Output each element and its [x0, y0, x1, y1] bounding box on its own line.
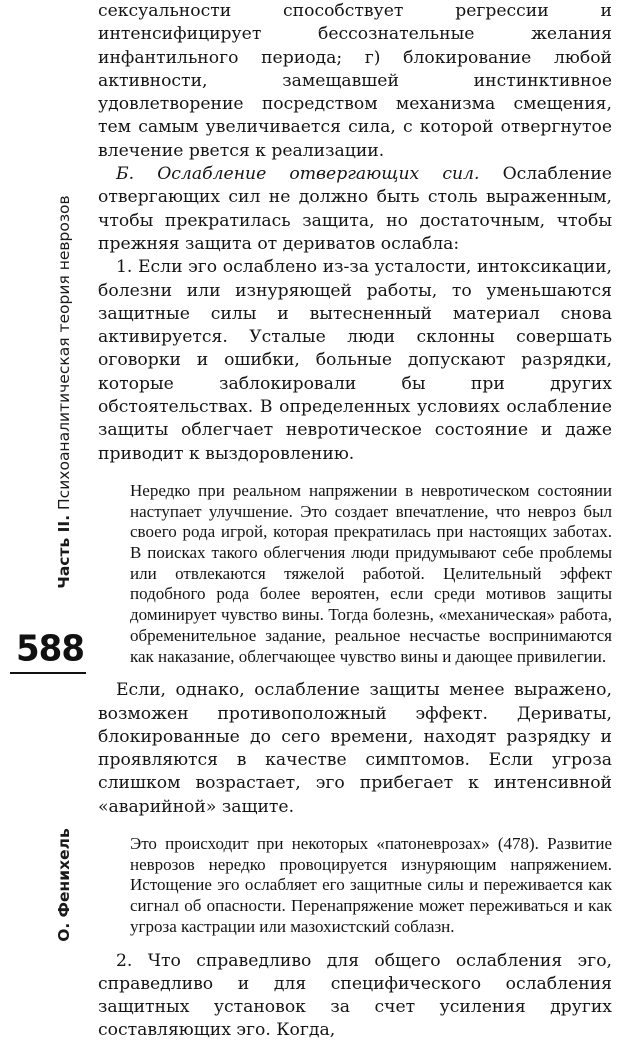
small-print-block-1: Нередко при реальном напряжении в невротическом состоянии наступает улучшение. Это создает впечатление, что невроз был своего рода игрой, которая прекратилась при настоящих заботах. В поисках такого облегчения люди придумывают себе проблемы или отвлекаются тяжелой работой. Целительный эффект подобного рода более вероятен, если среди мотивов защиты доминирует чувство вины. Тогда болезнь, «механическая» работа, обременительное задание, реальное несчастье воспринимаются как наказание, облегчающее чувство вины и дающее привилегии.: [130, 480, 612, 666]
section-heading-italic: Б. Ослабление отвергающих сил.: [116, 164, 480, 185]
paragraph-continuation: сексуальности способствует регрессии и интенсифицирует бессознательные желания инфантильного периода; г) блокирование любой активности, замещавшей инстинктивное удовлетворение посредством механизма смещения, тем самым увеличивается сила, с которой отвергнутое влечение рвется к реализации.: [98, 1, 612, 161]
paragraph-point-1: 1. Если эго ослаблено из-за усталости, интоксикации, болезни или изнуряющей работы, то уменьшаются защитные силы и вытесненный материал снова активируется. Усталые люди склонны совершать оговорки и ошибки, больные допускают разрядки, которые заблокировали бы при других обстоятельствах. В определенных условиях ослабление защиты облегчает невротическое состояние и даже приводит к выздоровлению.: [98, 257, 612, 464]
paragraph-point-2: 2. Что справедливо для общего ослабления эго, справедливо и для специфического ослабления защитных установок за счет усиления других составляющих эго. Когда,: [98, 950, 612, 1041]
part-title: Психоаналитическая теория неврозов: [55, 195, 73, 510]
author-name: О. Фенихель: [55, 828, 73, 942]
small-print-block-2: Это происходит при некоторых «патоневрозах» (478). Развитие неврозов нередко провоцируется изнуряющим напряжением. Истощение эго ослабляет его защитные силы и переживается как сигнал об опасности. Перенапряжение может переживаться и как угроза кастрации или мазохистский соблазн.: [130, 834, 612, 936]
text-column: [98, 0, 612, 1043]
author-head: [44, 770, 84, 1000]
page-number: 588: [16, 628, 84, 670]
part-label: Часть II.: [55, 514, 73, 589]
running-head-text: [55, 195, 73, 588]
paragraph-weakening-defense-text: Ослабление отвергающих сил не должно быть столь выраженным, чтобы прекратилась защита, но достаточным, чтобы прежняя защита от дериватов ослабла:: [98, 164, 612, 254]
paragraph-opposite-effect: Если, однако, ослабление защиты менее выражено, возможен противоположный эффект. Дериваты, блокированные до сего времени, находят разрядку и проявляются в качестве симптомов. Если угроза слишком возрастает, эго прибегает к интенсивной «аварийной» защите.: [98, 680, 612, 817]
running-head: [44, 172, 84, 612]
page-number-rule: [10, 672, 86, 674]
paragraph-weakening-defense: [98, 163, 612, 256]
